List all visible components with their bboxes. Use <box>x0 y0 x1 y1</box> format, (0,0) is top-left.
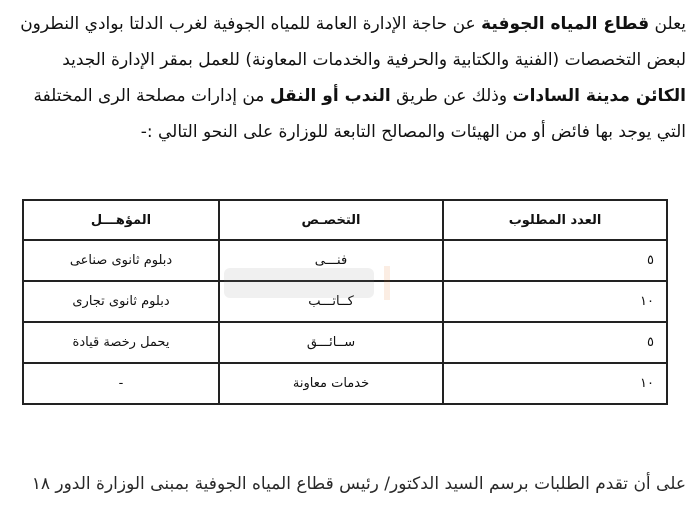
header-specialty: التخصـص <box>219 200 443 240</box>
intro-line-4: التي يوجد بها فائض أو من الهيئات والمصالح التابعة للوزارة على النحو التالي :- <box>140 122 686 142</box>
cell-specialty: ســائـــق <box>219 322 443 363</box>
outro-line-1: على أن تقدم الطلبات برسم السيد الدكتور/ رئيس قطاع المياه الجوفية بمبنى الوزارة الدور ١٨ <box>31 474 686 494</box>
table-row <box>23 363 667 404</box>
cell-specialty: كــاتـــب <box>219 281 443 322</box>
cell-qualification: - <box>23 363 219 404</box>
table-header-row <box>23 200 667 240</box>
intro-line-2: لبعض التخصصات (الفنية والكتابية والحرفية والخدمات المعاونة) للعمل بمقر الإدارة الجديد <box>62 50 686 70</box>
cell-count: ٥ <box>443 240 667 281</box>
header-count: العدد المطلوب <box>443 200 667 240</box>
table-row <box>23 240 667 281</box>
cell-count: ٥ <box>443 322 667 363</box>
intro-paragraph <box>16 6 686 150</box>
cell-specialty: فنـــى <box>219 240 443 281</box>
sector-name: قطاع المياه الجوفية <box>481 14 650 34</box>
intro-line-3: الكائن مدينة السادات وذلك عن طريق الندب أو النقل من إدارات مصلحة الرى المختلفة <box>33 86 686 106</box>
cell-qualification: يحمل رخصة قيادة <box>23 322 219 363</box>
cell-qualification: دبلوم ثانوى تجارى <box>23 281 219 322</box>
table-row <box>23 322 667 363</box>
cell-qualification: دبلوم ثانوى صناعى <box>23 240 219 281</box>
assignment-method: الندب أو النقل <box>269 86 391 106</box>
jobs-table <box>22 199 668 405</box>
intro-line-1: يعلن قطاع المياه الجوفية عن حاجة الإدارة العامة للمياه الجوفية لغرب الدلتا بوادي النطرون <box>20 14 686 34</box>
cell-count: ١٠ <box>443 363 667 404</box>
header-qualification: المؤهـــل <box>23 200 219 240</box>
cell-specialty: خدمات معاونة <box>219 363 443 404</box>
outro-paragraph <box>16 466 686 502</box>
location-name: الكائن مدينة السادات <box>512 86 686 106</box>
cell-count: ١٠ <box>443 281 667 322</box>
table-row <box>23 281 667 322</box>
